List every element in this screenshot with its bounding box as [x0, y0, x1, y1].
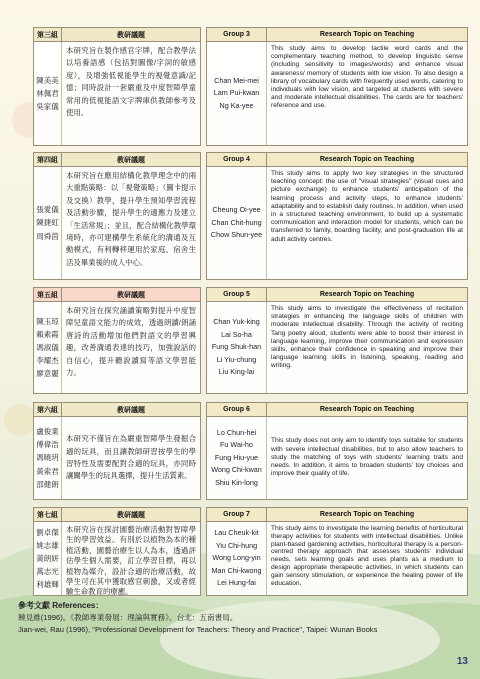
member-name: 黃索君	[36, 466, 59, 476]
column-heading: Research Topic on Teaching	[319, 31, 415, 38]
member-name: 陳捷虹	[36, 218, 59, 228]
topic-description: 本研究旨在探究誦讀策略對提升中度智障兒童語文能力的成效，透過朗讀/朗誦唐詩的活動增加他們對語文的學習興趣，改善溝通表達的技巧，加強說話的自信心，提升聽說讀寫等語文學習能力。	[66, 306, 196, 378]
topic-description: This study aims to investigate the learning benefits of horticultural therapy activities for students with intellectual disabilities. Unlike plant-based gardening activities, horticultural therapy is a person-centred therapy approach that assesses students' individual needs, sets learning goals and uses plants as a medium to design appropriate therapeutic activities, in which students can gain sensory stimulation, or experience the healing power of life education.	[271, 525, 463, 587]
group-label: 第五組	[34, 288, 62, 301]
member-names	[207, 522, 267, 595]
member-name: Yiu Chi-hung	[215, 540, 258, 550]
member-name: 利雄輝	[36, 580, 59, 590]
member-name: Shiu Kin-long	[215, 477, 258, 487]
group-label: 第六組	[34, 403, 62, 416]
member-names	[34, 417, 62, 499]
member-name: 黃朗妍	[36, 553, 59, 563]
member-name: 劉卓傑	[36, 527, 59, 537]
member-name: Liu King-lai	[218, 367, 255, 377]
topic-description: This study aims to investigate the effectiveness of recitation strategies in enhancing the language skills of children with moderate intellectual disability. Through the activity of reciting Tang poetry aloud, students were able to boost their interest in language learning, improve their communication and expression skills, enhance their confidence in speaking and improve their language learning skills in listening, speaking, reading and writing.	[271, 305, 463, 370]
member-names	[207, 417, 267, 499]
member-name: 陳玉琼	[36, 316, 59, 326]
member-name: 馮曉玥	[36, 453, 59, 463]
column-heading: Research Topic on Teaching	[319, 406, 415, 413]
member-name: Lam Pui-kwan	[213, 88, 260, 98]
group-4-chinese-table	[33, 152, 201, 280]
member-names	[34, 302, 62, 393]
member-name: 陳美美	[36, 75, 59, 85]
member-name: Chan Mei-mei	[214, 75, 259, 85]
member-name: Lai So-ha	[221, 329, 252, 339]
member-name: Lo Chun-hei	[216, 427, 257, 437]
member-names	[207, 167, 267, 279]
column-heading: 教研議題	[117, 31, 145, 39]
member-names	[207, 42, 267, 145]
group-7-chinese-table	[33, 507, 201, 596]
member-names	[34, 42, 62, 145]
reference-line: 饒見維(1996)。《教師專業發展：理論與實務》。台北：五南書局。	[18, 613, 238, 622]
group-7-english-table	[206, 507, 468, 596]
member-names	[34, 522, 62, 595]
member-name: 馮淑儀	[36, 342, 59, 352]
member-name: 李耀杰	[36, 356, 59, 366]
column-heading: 教研議題	[117, 156, 145, 164]
member-name: 姚志雄	[36, 540, 59, 550]
column-heading: 教研議題	[117, 291, 145, 299]
column-heading: 教研議題	[117, 511, 145, 519]
member-name: Man Chi-kwong	[211, 565, 262, 575]
group-label: Group 6	[207, 403, 267, 416]
member-name: 廖意麗	[36, 369, 59, 379]
page-number: 13	[456, 656, 468, 667]
topic-description: This study does not only aim to identify toys suitable for students with severe intellectual disabilities, but to also allow teachers to study the matching of toys with students' learning traits and needs. In addition, it aims to broaden students' toy choices and improve their quality of life.	[271, 437, 463, 478]
group-label: Group 5	[207, 288, 267, 301]
column-heading: Research Topic on Teaching	[319, 291, 415, 298]
group-3-english-table	[206, 27, 468, 146]
group-label: 第四組	[34, 153, 62, 166]
member-name: Wong Chi-kwan	[211, 465, 262, 475]
member-name: 張愛儀	[36, 205, 59, 215]
member-name: Fung Shuk-han	[211, 342, 262, 352]
topic-description: This study aims to apply two key strategies in the structured teaching concept: the use of "visual strategies" (visual cues and picture exchange) to enhance students' anticipation of the learning process and activity steps, to enhance students' adaptability and to establish daily routines. In addition, when used in a structured teaching environment, to build up a systematic communication and interaction model for students, which can be transferred to family, boarding facility, and post-graduation life at adult activity centres.	[271, 170, 463, 243]
group-4-english-table	[206, 152, 468, 280]
member-name: 賴素霞	[36, 329, 59, 339]
member-names	[34, 167, 62, 279]
column-heading: Research Topic on Teaching	[319, 511, 415, 518]
member-name: Fung Hiu-yue	[214, 452, 259, 462]
column-heading: 教研議題	[117, 406, 145, 414]
member-name: Chan Chit-hung	[211, 217, 262, 227]
member-name: Chow Shun-yee	[210, 230, 263, 240]
group-3-chinese-table	[33, 27, 201, 146]
member-name: Chan Yuk-king	[213, 317, 260, 327]
topic-description: 本研究不僅旨在為嚴重智障學生發掘合適的玩具，而且讓教師研習按學生的學習特性及需要配對合適的玩具，亦同時讓關學生的玩具選擇，提升生活質素。	[66, 434, 196, 481]
group-label: 第三組	[34, 28, 62, 41]
group-label: 第七組	[34, 508, 62, 521]
references-title: 參考文獻 References：	[18, 601, 104, 610]
references-section	[18, 600, 377, 636]
member-name: Wong Long-yin	[212, 553, 261, 563]
group-label: Group 3	[207, 28, 267, 41]
group-5-english-table	[206, 287, 468, 394]
member-name: 邵健朗	[36, 479, 59, 489]
topic-description: 本研究旨在應用結構化教學理念中的兩大重點策略：以「視覺策略」（圖卡提示及交換）教學，提升學生預知學習流程及活動步驟，提升學生的適應力及建立「生活常規」；並且，配合結構化教學環境時，亦可建構學生系統化的溝通及互動模式，有利轉移運用於家庭、宿舍生活及畢業後的成人中心。	[66, 171, 196, 267]
column-heading: Research Topic on Teaching	[319, 156, 415, 163]
member-name: 吳家儀	[36, 102, 59, 112]
topic-description: 本研究旨在探討園藝治療活動對智障學生的學習效益。有別於以植物為本的種植活動，園藝治療生以人為本，透過評估學生個人需要，訂立學習目標，再以植物為媒介，設計合適的治療活動，故學生可在其中獲取感官刺激，又或者經驗生命教育的療癒。	[66, 525, 196, 597]
group-label: Group 4	[207, 153, 267, 166]
member-names	[207, 302, 267, 393]
member-name: 林佩君	[36, 88, 59, 98]
reference-line: Jian-wei, Rau (1996), "Professional Development for Teachers: Theory and Practice", Taipei: Wunan Books	[18, 625, 378, 634]
group-6-english-table	[206, 402, 468, 500]
member-name: 萬志光	[36, 567, 59, 577]
member-name: Ng Ka-yee	[219, 100, 254, 110]
member-name: Li Yiu-chung	[216, 354, 257, 364]
member-name: Fu Wai-ho	[220, 440, 253, 450]
member-name: Lau Cheuk-kit	[214, 528, 259, 538]
member-name: 傅偉浩	[36, 440, 59, 450]
member-name: 周舜茵	[36, 231, 59, 241]
group-5-chinese-table	[33, 287, 201, 394]
topic-description: 本研究旨在製作感官字牌，配合教學法以培養語感（包括對圖像/字詞的敏感度），及增強低視能學生的視覺意識/記憶；同時設計一套嚴重及中度智障學童常用的低視能語文字牌庫供教師參考及使用。	[66, 46, 196, 118]
group-label: Group 7	[207, 508, 267, 521]
member-name: 盧俊業	[36, 427, 59, 437]
topic-description: This study aims to develop tactile word cards and the complementary teaching method, to develop linguistic sense (including sensitivity to images/words) and enhance visual awareness/ memory of students with low vision. To also design a library of vocabulary cards with frequently used words, catering to individuals with low vision, and targeted at students with severe and moderate intellectual disabilities. The cards are for teachers' reference and use.	[271, 45, 463, 110]
member-name: Cheung Oi-yee	[212, 205, 261, 215]
member-name: Lei Hung-fai	[217, 578, 256, 588]
group-6-chinese-table	[33, 402, 201, 500]
